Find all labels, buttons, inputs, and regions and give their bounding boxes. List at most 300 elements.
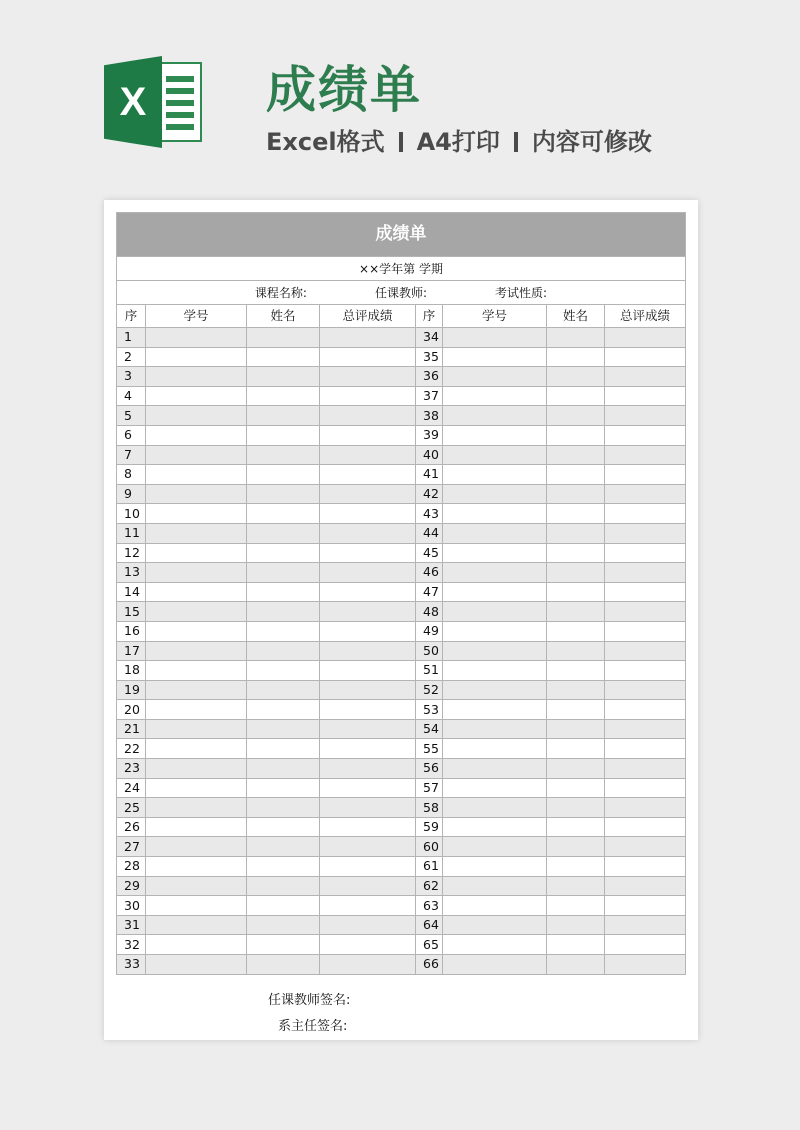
score-cell[interactable] bbox=[320, 543, 416, 563]
score-cell[interactable] bbox=[605, 876, 686, 896]
table-row bbox=[117, 504, 686, 524]
index-cell: 33 bbox=[117, 955, 146, 975]
student-id-cell[interactable] bbox=[146, 700, 247, 720]
student-id-cell[interactable] bbox=[146, 935, 247, 955]
score-cell[interactable] bbox=[320, 425, 416, 445]
index-cell: 10 bbox=[117, 504, 146, 524]
index-cell: 12 bbox=[117, 543, 146, 563]
student-id-cell[interactable] bbox=[443, 876, 547, 896]
score-cell[interactable] bbox=[320, 523, 416, 543]
student-id-cell[interactable] bbox=[146, 484, 247, 504]
student-id-cell[interactable] bbox=[146, 680, 247, 700]
score-cell[interactable] bbox=[605, 425, 686, 445]
index-cell: 42 bbox=[416, 484, 443, 504]
name-cell[interactable] bbox=[547, 955, 605, 975]
student-id-cell[interactable] bbox=[146, 347, 247, 367]
name-cell[interactable] bbox=[547, 347, 605, 367]
score-cell[interactable] bbox=[320, 328, 416, 348]
score-cell[interactable] bbox=[320, 739, 416, 759]
score-cell[interactable] bbox=[605, 386, 686, 406]
name-cell[interactable] bbox=[247, 328, 320, 348]
index-cell: 39 bbox=[416, 425, 443, 445]
score-cell[interactable] bbox=[605, 857, 686, 877]
name-cell[interactable] bbox=[547, 739, 605, 759]
index-cell: 30 bbox=[117, 896, 146, 916]
index-cell: 14 bbox=[117, 582, 146, 602]
subtitle-print: A4打印 bbox=[416, 128, 500, 156]
index-cell: 58 bbox=[416, 798, 443, 818]
index-cell: 60 bbox=[416, 837, 443, 857]
name-cell[interactable] bbox=[247, 876, 320, 896]
name-cell[interactable] bbox=[247, 680, 320, 700]
index-cell: 43 bbox=[416, 504, 443, 524]
student-id-cell[interactable] bbox=[443, 406, 547, 426]
index-cell: 53 bbox=[416, 700, 443, 720]
score-cell[interactable] bbox=[320, 798, 416, 818]
index-cell: 16 bbox=[117, 621, 146, 641]
student-id-cell[interactable] bbox=[443, 857, 547, 877]
subtitle-format: Excel格式 bbox=[266, 128, 385, 156]
name-cell[interactable] bbox=[247, 935, 320, 955]
student-id-cell[interactable] bbox=[443, 641, 547, 661]
score-cell[interactable] bbox=[320, 465, 416, 485]
student-id-cell[interactable] bbox=[146, 876, 247, 896]
score-cell[interactable] bbox=[605, 641, 686, 661]
table-row bbox=[117, 955, 686, 975]
score-cell[interactable] bbox=[605, 367, 686, 387]
student-id-cell[interactable] bbox=[146, 661, 247, 681]
name-cell[interactable] bbox=[247, 915, 320, 935]
name-cell[interactable] bbox=[547, 876, 605, 896]
student-id-cell[interactable] bbox=[146, 857, 247, 877]
student-id-cell[interactable] bbox=[146, 896, 247, 916]
name-cell[interactable] bbox=[547, 523, 605, 543]
table-row bbox=[117, 739, 686, 759]
score-cell[interactable] bbox=[320, 445, 416, 465]
index-cell: 32 bbox=[117, 935, 146, 955]
signature-area bbox=[268, 988, 350, 1040]
student-id-cell[interactable] bbox=[146, 955, 247, 975]
table-row bbox=[117, 465, 686, 485]
score-cell[interactable] bbox=[320, 876, 416, 896]
table-row bbox=[117, 641, 686, 661]
index-cell: 27 bbox=[117, 837, 146, 857]
student-id-cell[interactable] bbox=[443, 935, 547, 955]
table-row bbox=[117, 935, 686, 955]
student-id-cell[interactable] bbox=[146, 641, 247, 661]
index-cell: 29 bbox=[117, 876, 146, 896]
student-id-cell[interactable] bbox=[146, 759, 247, 779]
score-cell[interactable] bbox=[320, 700, 416, 720]
student-id-cell[interactable] bbox=[443, 837, 547, 857]
index-cell: 65 bbox=[416, 935, 443, 955]
table-row bbox=[117, 484, 686, 504]
score-cell[interactable] bbox=[605, 661, 686, 681]
course-name-label: 课程名称: bbox=[254, 285, 307, 300]
name-cell[interactable] bbox=[547, 602, 605, 622]
table-row bbox=[117, 425, 686, 445]
table-row bbox=[117, 347, 686, 367]
student-id-cell[interactable] bbox=[146, 778, 247, 798]
table-row bbox=[117, 915, 686, 935]
name-cell[interactable] bbox=[247, 778, 320, 798]
student-id-cell[interactable] bbox=[443, 465, 547, 485]
score-cell[interactable] bbox=[605, 759, 686, 779]
table-row bbox=[117, 543, 686, 563]
student-id-cell[interactable] bbox=[443, 347, 547, 367]
index-cell: 50 bbox=[416, 641, 443, 661]
score-cell[interactable] bbox=[320, 484, 416, 504]
student-id-cell[interactable] bbox=[146, 445, 247, 465]
name-cell[interactable] bbox=[547, 641, 605, 661]
index-cell: 41 bbox=[416, 465, 443, 485]
index-cell: 49 bbox=[416, 621, 443, 641]
name-cell[interactable] bbox=[247, 798, 320, 818]
name-cell[interactable] bbox=[547, 719, 605, 739]
index-cell: 44 bbox=[416, 523, 443, 543]
name-cell[interactable] bbox=[547, 504, 605, 524]
score-cell[interactable] bbox=[605, 817, 686, 837]
table-row bbox=[117, 523, 686, 543]
index-cell: 3 bbox=[117, 367, 146, 387]
student-id-cell[interactable] bbox=[146, 915, 247, 935]
name-cell[interactable] bbox=[247, 621, 320, 641]
score-cell[interactable] bbox=[320, 563, 416, 583]
index-cell: 19 bbox=[117, 680, 146, 700]
index-cell: 24 bbox=[117, 778, 146, 798]
score-cell[interactable] bbox=[320, 778, 416, 798]
subtitle-editable: 内容可修改 bbox=[531, 128, 652, 156]
index-cell: 61 bbox=[416, 857, 443, 877]
student-id-cell[interactable] bbox=[443, 328, 547, 348]
score-cell[interactable] bbox=[605, 543, 686, 563]
score-cell[interactable] bbox=[320, 817, 416, 837]
score-cell[interactable] bbox=[605, 602, 686, 622]
name-cell[interactable] bbox=[247, 484, 320, 504]
score-cell[interactable] bbox=[605, 406, 686, 426]
student-id-cell[interactable] bbox=[443, 896, 547, 916]
name-cell[interactable] bbox=[547, 328, 605, 348]
name-cell[interactable] bbox=[547, 386, 605, 406]
name-cell[interactable] bbox=[247, 641, 320, 661]
dean-signature[interactable]: 系主任签名: bbox=[278, 1019, 348, 1034]
page-title: 成绩单 bbox=[266, 61, 422, 119]
score-cell[interactable] bbox=[605, 504, 686, 524]
name-cell[interactable] bbox=[547, 621, 605, 641]
index-cell: 23 bbox=[117, 759, 146, 779]
score-cell[interactable] bbox=[320, 582, 416, 602]
exam-type-label: 考试性质: bbox=[495, 285, 548, 300]
score-cell[interactable] bbox=[320, 661, 416, 681]
score-cell[interactable] bbox=[320, 347, 416, 367]
name-cell[interactable] bbox=[547, 425, 605, 445]
student-id-cell[interactable] bbox=[443, 680, 547, 700]
name-cell[interactable] bbox=[247, 523, 320, 543]
name-cell[interactable] bbox=[247, 759, 320, 779]
index-cell: 17 bbox=[117, 641, 146, 661]
student-id-cell[interactable] bbox=[146, 425, 247, 445]
student-id-cell[interactable] bbox=[146, 465, 247, 485]
student-id-cell[interactable] bbox=[146, 328, 247, 348]
index-cell: 64 bbox=[416, 915, 443, 935]
teacher-signature[interactable]: 任课教师签名: bbox=[268, 993, 351, 1008]
score-cell[interactable] bbox=[605, 798, 686, 818]
index-cell: 38 bbox=[416, 406, 443, 426]
name-cell[interactable] bbox=[247, 817, 320, 837]
score-cell[interactable] bbox=[320, 406, 416, 426]
student-id-cell[interactable] bbox=[146, 719, 247, 739]
name-cell[interactable] bbox=[247, 739, 320, 759]
student-id-cell[interactable] bbox=[146, 798, 247, 818]
index-cell: 54 bbox=[416, 719, 443, 739]
student-id-cell[interactable] bbox=[146, 602, 247, 622]
name-cell[interactable] bbox=[247, 563, 320, 583]
student-id-cell[interactable] bbox=[443, 543, 547, 563]
index-cell: 59 bbox=[416, 817, 443, 837]
name-cell[interactable] bbox=[247, 661, 320, 681]
index-cell: 66 bbox=[416, 955, 443, 975]
name-cell[interactable] bbox=[247, 367, 320, 387]
student-id-cell[interactable] bbox=[146, 543, 247, 563]
score-cell[interactable] bbox=[605, 328, 686, 348]
table-row bbox=[117, 563, 686, 583]
name-cell[interactable] bbox=[547, 406, 605, 426]
col-header-student-id: 学号 bbox=[146, 305, 247, 328]
score-cell[interactable] bbox=[320, 935, 416, 955]
score-cell[interactable] bbox=[320, 896, 416, 916]
student-id-cell[interactable] bbox=[443, 955, 547, 975]
score-cell[interactable] bbox=[320, 837, 416, 857]
score-cell[interactable] bbox=[605, 680, 686, 700]
student-id-cell[interactable] bbox=[146, 582, 247, 602]
table-row bbox=[117, 837, 686, 857]
index-cell: 21 bbox=[117, 719, 146, 739]
score-cell[interactable] bbox=[320, 641, 416, 661]
index-cell: 47 bbox=[416, 582, 443, 602]
student-id-cell[interactable] bbox=[146, 817, 247, 837]
index-cell: 63 bbox=[416, 896, 443, 916]
student-id-cell[interactable] bbox=[443, 817, 547, 837]
name-cell[interactable] bbox=[247, 504, 320, 524]
excel-logo-icon bbox=[104, 56, 204, 148]
table-row bbox=[117, 582, 686, 602]
score-cell[interactable] bbox=[605, 523, 686, 543]
index-cell: 55 bbox=[416, 739, 443, 759]
score-cell[interactable] bbox=[320, 386, 416, 406]
logo-letter: X bbox=[119, 80, 147, 124]
name-cell[interactable] bbox=[547, 935, 605, 955]
table-row bbox=[117, 778, 686, 798]
name-cell[interactable] bbox=[547, 484, 605, 504]
name-cell[interactable] bbox=[547, 680, 605, 700]
score-cell[interactable] bbox=[320, 504, 416, 524]
name-cell[interactable] bbox=[547, 759, 605, 779]
score-cell[interactable] bbox=[320, 621, 416, 641]
score-cell[interactable] bbox=[605, 347, 686, 367]
table-row bbox=[117, 719, 686, 739]
name-cell[interactable] bbox=[547, 837, 605, 857]
score-cell[interactable] bbox=[320, 602, 416, 622]
index-cell: 9 bbox=[117, 484, 146, 504]
score-cell[interactable] bbox=[320, 719, 416, 739]
score-cell[interactable] bbox=[320, 759, 416, 779]
score-cell[interactable] bbox=[605, 739, 686, 759]
score-cell[interactable] bbox=[605, 465, 686, 485]
index-cell: 52 bbox=[416, 680, 443, 700]
student-id-cell[interactable] bbox=[146, 621, 247, 641]
index-cell: 35 bbox=[416, 347, 443, 367]
table-row bbox=[117, 445, 686, 465]
index-cell: 22 bbox=[117, 739, 146, 759]
student-id-cell[interactable] bbox=[443, 504, 547, 524]
name-cell[interactable] bbox=[247, 955, 320, 975]
student-id-cell[interactable] bbox=[443, 602, 547, 622]
student-id-cell[interactable] bbox=[443, 425, 547, 445]
score-cell[interactable] bbox=[605, 563, 686, 583]
name-cell[interactable] bbox=[547, 582, 605, 602]
score-cell[interactable] bbox=[320, 915, 416, 935]
student-id-cell[interactable] bbox=[443, 700, 547, 720]
index-cell: 4 bbox=[117, 386, 146, 406]
index-cell: 15 bbox=[117, 602, 146, 622]
name-cell[interactable] bbox=[247, 582, 320, 602]
student-id-cell[interactable] bbox=[443, 484, 547, 504]
name-cell[interactable] bbox=[547, 857, 605, 877]
name-cell[interactable] bbox=[547, 465, 605, 485]
name-cell[interactable] bbox=[547, 798, 605, 818]
student-id-cell[interactable] bbox=[443, 798, 547, 818]
student-id-cell[interactable] bbox=[443, 523, 547, 543]
score-cell[interactable] bbox=[605, 719, 686, 739]
student-id-cell[interactable] bbox=[443, 386, 547, 406]
student-id-cell[interactable] bbox=[443, 621, 547, 641]
table-row bbox=[117, 680, 686, 700]
index-cell: 11 bbox=[117, 523, 146, 543]
col-header-score: 总评成绩 bbox=[605, 305, 686, 328]
index-cell: 46 bbox=[416, 563, 443, 583]
name-cell[interactable] bbox=[547, 896, 605, 916]
student-id-cell[interactable] bbox=[146, 504, 247, 524]
table-row bbox=[117, 328, 686, 348]
index-cell: 48 bbox=[416, 602, 443, 622]
name-cell[interactable] bbox=[547, 367, 605, 387]
score-cell[interactable] bbox=[605, 582, 686, 602]
student-id-cell[interactable] bbox=[146, 523, 247, 543]
score-cell[interactable] bbox=[605, 915, 686, 935]
col-header-score: 总评成绩 bbox=[320, 305, 416, 328]
score-cell[interactable] bbox=[605, 700, 686, 720]
name-cell[interactable] bbox=[247, 857, 320, 877]
student-id-cell[interactable] bbox=[146, 386, 247, 406]
index-cell: 51 bbox=[416, 661, 443, 681]
name-cell[interactable] bbox=[247, 543, 320, 563]
name-cell[interactable] bbox=[247, 837, 320, 857]
student-id-cell[interactable] bbox=[443, 915, 547, 935]
index-cell: 28 bbox=[117, 857, 146, 877]
index-cell: 6 bbox=[117, 425, 146, 445]
index-cell: 2 bbox=[117, 347, 146, 367]
name-cell[interactable] bbox=[247, 425, 320, 445]
grade-sheet-table bbox=[116, 212, 686, 975]
name-cell[interactable] bbox=[547, 661, 605, 681]
student-id-cell[interactable] bbox=[443, 778, 547, 798]
name-cell[interactable] bbox=[547, 700, 605, 720]
name-cell[interactable] bbox=[547, 778, 605, 798]
table-row bbox=[117, 896, 686, 916]
index-cell: 37 bbox=[416, 386, 443, 406]
table-row bbox=[117, 759, 686, 779]
subtitle-separator bbox=[399, 132, 403, 152]
student-id-cell[interactable] bbox=[443, 759, 547, 779]
index-cell: 56 bbox=[416, 759, 443, 779]
teacher-label: 任课教师: bbox=[374, 285, 428, 300]
name-cell[interactable] bbox=[247, 896, 320, 916]
score-cell[interactable] bbox=[605, 445, 686, 465]
student-id-cell[interactable] bbox=[443, 719, 547, 739]
score-cell[interactable] bbox=[320, 367, 416, 387]
name-cell[interactable] bbox=[247, 602, 320, 622]
score-cell[interactable] bbox=[605, 935, 686, 955]
score-cell[interactable] bbox=[605, 484, 686, 504]
student-id-cell[interactable] bbox=[443, 367, 547, 387]
index-cell: 34 bbox=[416, 328, 443, 348]
index-cell: 36 bbox=[416, 367, 443, 387]
name-cell[interactable] bbox=[547, 445, 605, 465]
index-cell: 20 bbox=[117, 700, 146, 720]
score-cell[interactable] bbox=[605, 778, 686, 798]
name-cell[interactable] bbox=[247, 386, 320, 406]
score-cell[interactable] bbox=[605, 955, 686, 975]
index-cell: 25 bbox=[117, 798, 146, 818]
table-row bbox=[117, 406, 686, 426]
name-cell[interactable] bbox=[547, 563, 605, 583]
index-cell: 40 bbox=[416, 445, 443, 465]
score-cell[interactable] bbox=[320, 680, 416, 700]
name-cell[interactable] bbox=[247, 445, 320, 465]
name-cell[interactable] bbox=[247, 347, 320, 367]
student-id-cell[interactable] bbox=[443, 563, 547, 583]
student-id-cell[interactable] bbox=[443, 661, 547, 681]
score-cell[interactable] bbox=[605, 621, 686, 641]
term-line[interactable]: ××学年第 学期 bbox=[117, 257, 686, 281]
course-info-row bbox=[117, 281, 686, 305]
table-row bbox=[117, 386, 686, 406]
name-cell[interactable] bbox=[247, 700, 320, 720]
score-cell[interactable] bbox=[605, 896, 686, 916]
name-cell[interactable] bbox=[247, 465, 320, 485]
student-id-cell[interactable] bbox=[443, 582, 547, 602]
score-cell[interactable] bbox=[605, 837, 686, 857]
student-id-cell[interactable] bbox=[443, 739, 547, 759]
name-cell[interactable] bbox=[247, 406, 320, 426]
student-id-cell[interactable] bbox=[146, 739, 247, 759]
score-cell[interactable] bbox=[320, 955, 416, 975]
table-row bbox=[117, 817, 686, 837]
score-cell[interactable] bbox=[320, 857, 416, 877]
student-id-cell[interactable] bbox=[146, 837, 247, 857]
student-id-cell[interactable] bbox=[146, 406, 247, 426]
index-cell: 26 bbox=[117, 817, 146, 837]
student-id-cell[interactable] bbox=[443, 445, 547, 465]
student-id-cell[interactable] bbox=[146, 367, 247, 387]
student-id-cell[interactable] bbox=[146, 563, 247, 583]
col-header-index: 序 bbox=[416, 305, 443, 328]
name-cell[interactable] bbox=[547, 543, 605, 563]
index-cell: 31 bbox=[117, 915, 146, 935]
name-cell[interactable] bbox=[247, 719, 320, 739]
name-cell[interactable] bbox=[547, 817, 605, 837]
name-cell[interactable] bbox=[547, 915, 605, 935]
